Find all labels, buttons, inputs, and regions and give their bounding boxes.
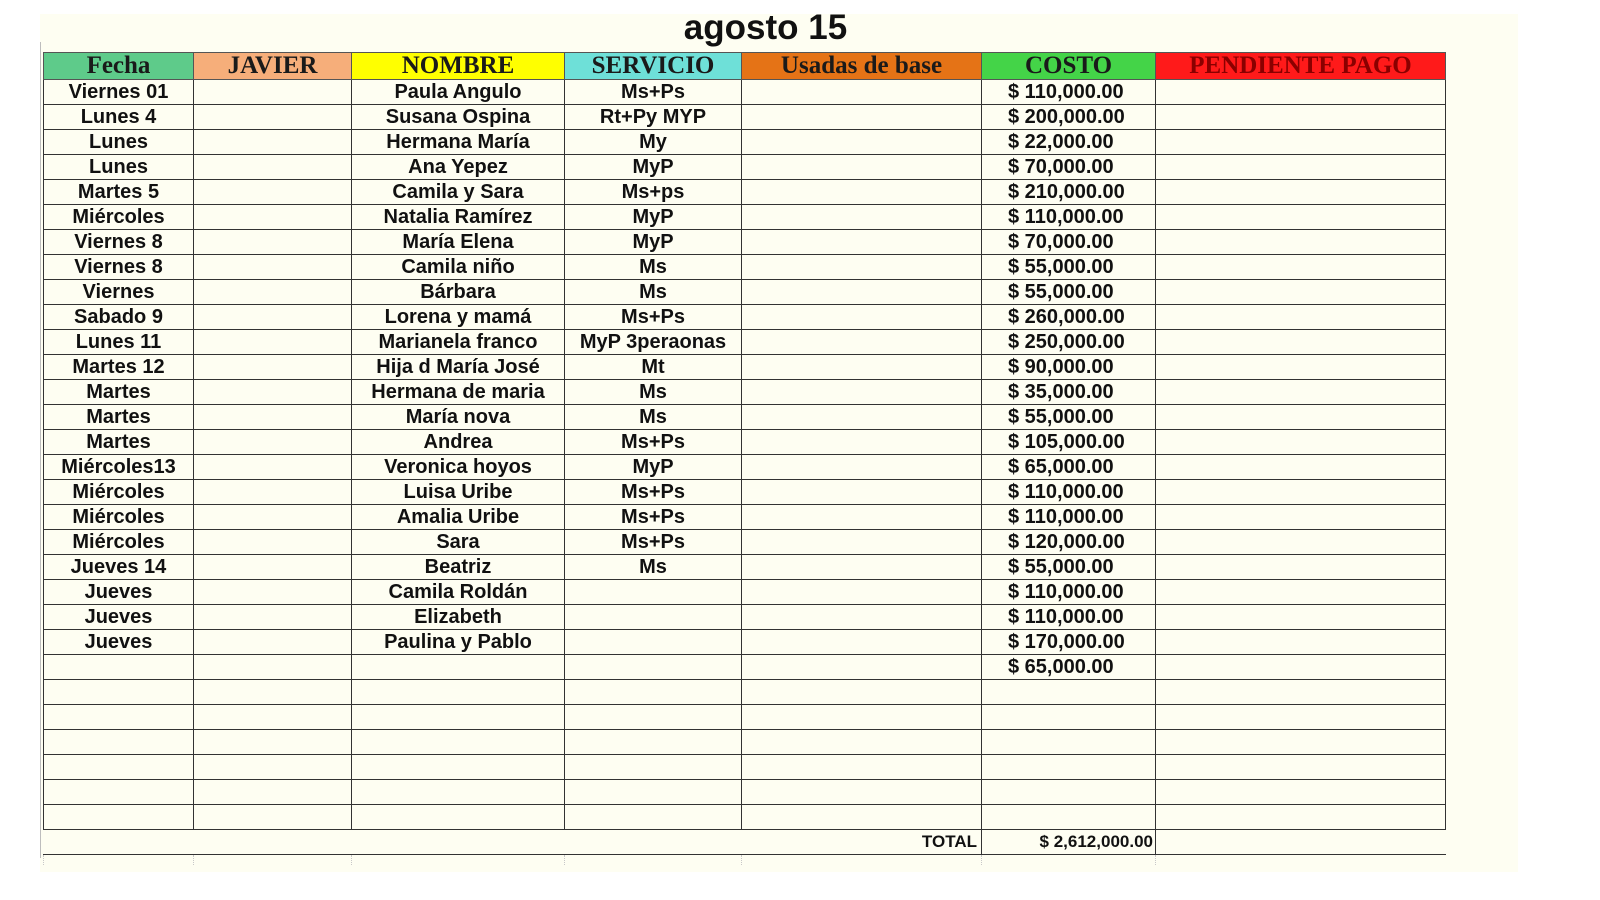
cell[interactable]	[565, 830, 742, 855]
table-body	[44, 80, 1446, 866]
header-servicio[interactable]: SERVICIO	[565, 53, 742, 80]
pendiente-cell[interactable]	[1156, 680, 1446, 705]
pendiente-cell[interactable]	[1156, 705, 1446, 730]
usadas-cell[interactable]	[742, 655, 982, 680]
expense-table	[43, 52, 1446, 865]
usadas-cell[interactable]	[742, 355, 982, 380]
nombre-cell[interactable]: Ana Yepez	[352, 155, 565, 180]
table-row	[44, 780, 1446, 805]
usadas-cell[interactable]	[742, 555, 982, 580]
fecha-cell[interactable]: Sabado 9	[44, 305, 194, 330]
table-row	[44, 680, 1446, 705]
nombre-cell[interactable]: Hermana de maria	[352, 380, 565, 405]
pendiente-cell[interactable]	[1156, 555, 1446, 580]
pendiente-cell[interactable]	[1156, 180, 1446, 205]
usadas-cell[interactable]	[742, 180, 982, 205]
cell[interactable]	[1156, 830, 1446, 855]
servicio-cell[interactable]: Ms	[565, 405, 742, 430]
nombre-cell[interactable]: Paulina y Pablo	[352, 630, 565, 655]
fecha-cell[interactable]: Jueves	[44, 630, 194, 655]
javier-cell[interactable]	[194, 205, 352, 230]
nombre-cell[interactable]	[352, 705, 565, 730]
table-row	[44, 230, 1446, 255]
table-row	[44, 430, 1446, 455]
nombre-cell[interactable]: Marianela franco	[352, 330, 565, 355]
table-row	[44, 105, 1446, 130]
servicio-cell[interactable]	[565, 580, 742, 605]
table-row	[44, 380, 1446, 405]
header-nombre[interactable]: NOMBRE	[352, 53, 565, 80]
javier-cell[interactable]	[194, 630, 352, 655]
pendiente-cell[interactable]	[1156, 105, 1446, 130]
pendiente-cell[interactable]	[1156, 405, 1446, 430]
fecha-cell[interactable]: Viernes 8	[44, 230, 194, 255]
pendiente-cell[interactable]	[1156, 305, 1446, 330]
servicio-cell[interactable]	[565, 705, 742, 730]
sheet-left-border	[40, 42, 41, 858]
usadas-cell[interactable]	[742, 705, 982, 730]
pendiente-cell[interactable]	[1156, 280, 1446, 305]
javier-cell[interactable]	[194, 505, 352, 530]
usadas-cell[interactable]	[742, 105, 982, 130]
fecha-cell[interactable]: Martes	[44, 405, 194, 430]
javier-cell[interactable]	[194, 805, 352, 830]
servicio-cell[interactable]: Mt	[565, 355, 742, 380]
nombre-cell[interactable]	[352, 730, 565, 755]
usadas-cell[interactable]	[742, 305, 982, 330]
fecha-cell[interactable]	[44, 755, 194, 780]
javier-cell[interactable]	[194, 305, 352, 330]
javier-cell[interactable]	[194, 430, 352, 455]
pendiente-cell[interactable]	[1156, 380, 1446, 405]
table-row	[44, 355, 1446, 380]
costo-cell[interactable]	[982, 780, 1156, 805]
fecha-cell[interactable]	[44, 680, 194, 705]
servicio-cell[interactable]: MyP	[565, 230, 742, 255]
nombre-cell[interactable]	[352, 755, 565, 780]
javier-cell[interactable]	[194, 455, 352, 480]
servicio-cell[interactable]: Ms	[565, 280, 742, 305]
servicio-cell[interactable]	[565, 655, 742, 680]
costo-cell[interactable]: $ 200,000.00	[982, 105, 1156, 130]
cell[interactable]	[1156, 855, 1446, 866]
servicio-cell[interactable]	[565, 630, 742, 655]
pendiente-cell[interactable]	[1156, 605, 1446, 630]
costo-cell[interactable]: $ 22,000.00	[982, 130, 1156, 155]
fecha-cell[interactable]	[44, 705, 194, 730]
partial-row	[44, 855, 1446, 866]
pendiente-cell[interactable]	[1156, 455, 1446, 480]
usadas-cell[interactable]	[742, 505, 982, 530]
usadas-cell[interactable]	[742, 130, 982, 155]
total-value[interactable]: $ 2,612,000.00	[982, 830, 1156, 855]
fecha-cell[interactable]: Lunes	[44, 155, 194, 180]
nombre-cell[interactable]: María Elena	[352, 230, 565, 255]
pendiente-cell[interactable]	[1156, 255, 1446, 280]
nombre-cell[interactable]	[352, 680, 565, 705]
pendiente-cell[interactable]	[1156, 330, 1446, 355]
fecha-cell[interactable]: Jueves	[44, 580, 194, 605]
costo-cell[interactable]	[982, 680, 1156, 705]
fecha-cell[interactable]: Viernes	[44, 280, 194, 305]
servicio-cell[interactable]: Ms+Ps	[565, 480, 742, 505]
servicio-cell[interactable]: Ms+Ps	[565, 430, 742, 455]
fecha-cell[interactable]: Martes	[44, 430, 194, 455]
fecha-cell[interactable]: Miércoles	[44, 530, 194, 555]
table-row	[44, 205, 1446, 230]
servicio-cell[interactable]: Ms+Ps	[565, 305, 742, 330]
javier-cell[interactable]	[194, 230, 352, 255]
costo-cell[interactable]	[982, 805, 1156, 830]
cell[interactable]	[352, 830, 565, 855]
usadas-cell[interactable]	[742, 230, 982, 255]
usadas-cell[interactable]	[742, 280, 982, 305]
servicio-cell[interactable]	[565, 605, 742, 630]
javier-cell[interactable]	[194, 680, 352, 705]
javier-cell[interactable]	[194, 605, 352, 630]
nombre-cell[interactable]: Beatriz	[352, 555, 565, 580]
usadas-cell[interactable]	[742, 630, 982, 655]
nombre-cell[interactable]: Lorena y mamá	[352, 305, 565, 330]
table-row	[44, 730, 1446, 755]
usadas-cell[interactable]	[742, 80, 982, 105]
pendiente-cell[interactable]	[1156, 430, 1446, 455]
usadas-cell[interactable]	[742, 205, 982, 230]
usadas-cell[interactable]	[742, 805, 982, 830]
costo-cell[interactable]: $ 110,000.00	[982, 205, 1156, 230]
header-costo[interactable]: COSTO	[982, 53, 1156, 80]
costo-cell[interactable]: $ 55,000.00	[982, 255, 1156, 280]
usadas-cell[interactable]	[742, 605, 982, 630]
nombre-cell[interactable]: Camila niño	[352, 255, 565, 280]
table-row	[44, 180, 1446, 205]
costo-cell[interactable]: $ 210,000.00	[982, 180, 1156, 205]
usadas-cell[interactable]	[742, 255, 982, 280]
servicio-cell[interactable]	[565, 680, 742, 705]
table-row	[44, 305, 1446, 330]
costo-cell[interactable]: $ 105,000.00	[982, 430, 1156, 455]
cell[interactable]	[44, 855, 194, 866]
costo-cell[interactable]: $ 110,000.00	[982, 80, 1156, 105]
table-row	[44, 555, 1446, 580]
usadas-cell[interactable]	[742, 480, 982, 505]
table-row	[44, 480, 1446, 505]
costo-cell[interactable]: $ 55,000.00	[982, 405, 1156, 430]
table-row	[44, 280, 1446, 305]
nombre-cell[interactable]	[352, 780, 565, 805]
fecha-cell[interactable]: Lunes	[44, 130, 194, 155]
fecha-cell[interactable]: Miércoles	[44, 480, 194, 505]
pendiente-cell[interactable]	[1156, 230, 1446, 255]
header-row	[44, 53, 1446, 80]
nombre-cell[interactable]: Veronica hoyos	[352, 455, 565, 480]
nombre-cell[interactable]	[352, 655, 565, 680]
nombre-cell[interactable]: Hija d María José	[352, 355, 565, 380]
servicio-cell[interactable]: Ms+ps	[565, 180, 742, 205]
usadas-cell[interactable]	[742, 680, 982, 705]
nombre-cell[interactable]: Paula Angulo	[352, 80, 565, 105]
javier-cell[interactable]	[194, 155, 352, 180]
fecha-cell[interactable]	[44, 805, 194, 830]
servicio-cell[interactable]: MyP	[565, 455, 742, 480]
table-row	[44, 330, 1446, 355]
costo-cell[interactable]: $ 35,000.00	[982, 380, 1156, 405]
costo-cell[interactable]: $ 170,000.00	[982, 630, 1156, 655]
costo-cell[interactable]	[982, 755, 1156, 780]
cell[interactable]	[44, 830, 194, 855]
nombre-cell[interactable]: Amalia Uribe	[352, 505, 565, 530]
costo-cell[interactable]: $ 70,000.00	[982, 230, 1156, 255]
costo-cell[interactable]: $ 55,000.00	[982, 555, 1156, 580]
fecha-cell[interactable]	[44, 780, 194, 805]
servicio-cell[interactable]: Ms	[565, 380, 742, 405]
usadas-cell[interactable]	[742, 155, 982, 180]
cell[interactable]	[352, 855, 565, 866]
javier-cell[interactable]	[194, 355, 352, 380]
cell[interactable]	[194, 830, 352, 855]
usadas-cell[interactable]	[742, 455, 982, 480]
costo-cell[interactable]: $ 70,000.00	[982, 155, 1156, 180]
servicio-cell[interactable]: MyP	[565, 205, 742, 230]
fecha-cell[interactable]: Martes	[44, 380, 194, 405]
nombre-cell[interactable]: Luisa Uribe	[352, 480, 565, 505]
nombre-cell[interactable]: Bárbara	[352, 280, 565, 305]
javier-cell[interactable]	[194, 280, 352, 305]
javier-cell[interactable]	[194, 480, 352, 505]
nombre-cell[interactable]: Camila y Sara	[352, 180, 565, 205]
servicio-cell[interactable]: Ms+Ps	[565, 530, 742, 555]
pendiente-cell[interactable]	[1156, 655, 1446, 680]
costo-cell[interactable]: $ 55,000.00	[982, 280, 1156, 305]
costo-cell[interactable]: $ 120,000.00	[982, 530, 1156, 555]
servicio-cell[interactable]	[565, 755, 742, 780]
servicio-cell[interactable]: My	[565, 130, 742, 155]
costo-cell[interactable]: $ 110,000.00	[982, 505, 1156, 530]
nombre-cell[interactable]: María nova	[352, 405, 565, 430]
table-row	[44, 130, 1446, 155]
cell[interactable]	[742, 855, 982, 866]
servicio-cell[interactable]: MyP 3peraonas	[565, 330, 742, 355]
usadas-cell[interactable]	[742, 405, 982, 430]
table-row	[44, 255, 1446, 280]
pendiente-cell[interactable]	[1156, 480, 1446, 505]
pendiente-cell[interactable]	[1156, 755, 1446, 780]
pendiente-cell[interactable]	[1156, 530, 1446, 555]
table-row	[44, 155, 1446, 180]
fecha-cell[interactable]: Viernes 01	[44, 80, 194, 105]
servicio-cell[interactable]: Ms+Ps	[565, 80, 742, 105]
pendiente-cell[interactable]	[1156, 155, 1446, 180]
costo-cell[interactable]: $ 65,000.00	[982, 655, 1156, 680]
costo-cell[interactable]: $ 110,000.00	[982, 580, 1156, 605]
nombre-cell[interactable]: Natalia Ramírez	[352, 205, 565, 230]
javier-cell[interactable]	[194, 580, 352, 605]
usadas-cell[interactable]	[742, 330, 982, 355]
fecha-cell[interactable]: Miércoles13	[44, 455, 194, 480]
servicio-cell[interactable]: Ms	[565, 555, 742, 580]
usadas-cell[interactable]	[742, 530, 982, 555]
pendiente-cell[interactable]	[1156, 730, 1446, 755]
table-row	[44, 755, 1446, 780]
fecha-cell[interactable]: Jueves 14	[44, 555, 194, 580]
pendiente-cell[interactable]	[1156, 580, 1446, 605]
nombre-cell[interactable]: Andrea	[352, 430, 565, 455]
cell[interactable]	[565, 855, 742, 866]
fecha-cell[interactable]: Jueves	[44, 605, 194, 630]
servicio-cell[interactable]: Ms	[565, 255, 742, 280]
javier-cell[interactable]	[194, 80, 352, 105]
fecha-cell[interactable]: Lunes 11	[44, 330, 194, 355]
usadas-cell[interactable]	[742, 580, 982, 605]
servicio-cell[interactable]	[565, 805, 742, 830]
javier-cell[interactable]	[194, 755, 352, 780]
servicio-cell[interactable]	[565, 780, 742, 805]
javier-cell[interactable]	[194, 380, 352, 405]
sheet-title: agosto 15	[683, 8, 848, 47]
table-row	[44, 655, 1446, 680]
usadas-cell[interactable]	[742, 755, 982, 780]
nombre-cell[interactable]	[352, 805, 565, 830]
javier-cell[interactable]	[194, 180, 352, 205]
nombre-cell[interactable]: Camila Roldán	[352, 580, 565, 605]
table-row	[44, 580, 1446, 605]
costo-cell[interactable]: $ 250,000.00	[982, 330, 1156, 355]
fecha-cell[interactable]: Martes 12	[44, 355, 194, 380]
cell[interactable]	[194, 855, 352, 866]
table-row	[44, 80, 1446, 105]
table-row	[44, 405, 1446, 430]
total-row	[44, 830, 1446, 855]
fecha-cell[interactable]: Martes 5	[44, 180, 194, 205]
pendiente-cell[interactable]	[1156, 505, 1446, 530]
costo-cell[interactable]: $ 110,000.00	[982, 605, 1156, 630]
usadas-cell[interactable]	[742, 780, 982, 805]
fecha-cell[interactable]: Lunes 4	[44, 105, 194, 130]
table-row	[44, 705, 1446, 730]
table-row	[44, 805, 1446, 830]
costo-cell[interactable]: $ 65,000.00	[982, 455, 1156, 480]
usadas-cell[interactable]	[742, 730, 982, 755]
usadas-cell[interactable]	[742, 430, 982, 455]
javier-cell[interactable]	[194, 105, 352, 130]
nombre-cell[interactable]: Hermana María	[352, 130, 565, 155]
javier-cell[interactable]	[194, 730, 352, 755]
pendiente-cell[interactable]	[1156, 205, 1446, 230]
costo-cell[interactable]: $ 110,000.00	[982, 480, 1156, 505]
nombre-cell[interactable]: Susana Ospina	[352, 105, 565, 130]
fecha-cell[interactable]: Miércoles	[44, 505, 194, 530]
javier-cell[interactable]	[194, 555, 352, 580]
pendiente-cell[interactable]	[1156, 805, 1446, 830]
javier-cell[interactable]	[194, 330, 352, 355]
table-row	[44, 605, 1446, 630]
pendiente-cell[interactable]	[1156, 130, 1446, 155]
header-pendiente-pago[interactable]: PENDIENTE PAGO	[1156, 53, 1446, 80]
pendiente-cell[interactable]	[1156, 80, 1446, 105]
servicio-cell[interactable]: Ms+Ps	[565, 505, 742, 530]
costo-cell[interactable]	[982, 705, 1156, 730]
usadas-cell[interactable]	[742, 380, 982, 405]
servicio-cell[interactable]: MyP	[565, 155, 742, 180]
nombre-cell[interactable]: Sara	[352, 530, 565, 555]
javier-cell[interactable]	[194, 530, 352, 555]
header-usadas-de-base[interactable]: Usadas de base	[742, 53, 982, 80]
table-row	[44, 630, 1446, 655]
fecha-cell[interactable]	[44, 655, 194, 680]
header-fecha[interactable]: Fecha	[44, 53, 194, 80]
servicio-cell[interactable]: Rt+Py MYP	[565, 105, 742, 130]
servicio-cell[interactable]	[565, 730, 742, 755]
fecha-cell[interactable]: Viernes 8	[44, 255, 194, 280]
table-row	[44, 455, 1446, 480]
pendiente-cell[interactable]	[1156, 630, 1446, 655]
javier-cell[interactable]	[194, 255, 352, 280]
table-row	[44, 505, 1446, 530]
costo-cell[interactable]	[982, 730, 1156, 755]
javier-cell[interactable]	[194, 405, 352, 430]
fecha-cell[interactable]: Miércoles	[44, 205, 194, 230]
header-javier[interactable]: JAVIER	[194, 53, 352, 80]
javier-cell[interactable]	[194, 705, 352, 730]
pendiente-cell[interactable]	[1156, 355, 1446, 380]
javier-cell[interactable]	[194, 130, 352, 155]
costo-cell[interactable]: $ 90,000.00	[982, 355, 1156, 380]
pendiente-cell[interactable]	[1156, 780, 1446, 805]
costo-cell[interactable]: $ 260,000.00	[982, 305, 1156, 330]
table-row	[44, 530, 1446, 555]
fecha-cell[interactable]	[44, 730, 194, 755]
cell[interactable]	[982, 855, 1156, 866]
nombre-cell[interactable]: Elizabeth	[352, 605, 565, 630]
javier-cell[interactable]	[194, 780, 352, 805]
javier-cell[interactable]	[194, 655, 352, 680]
total-label[interactable]: TOTAL	[742, 830, 982, 855]
